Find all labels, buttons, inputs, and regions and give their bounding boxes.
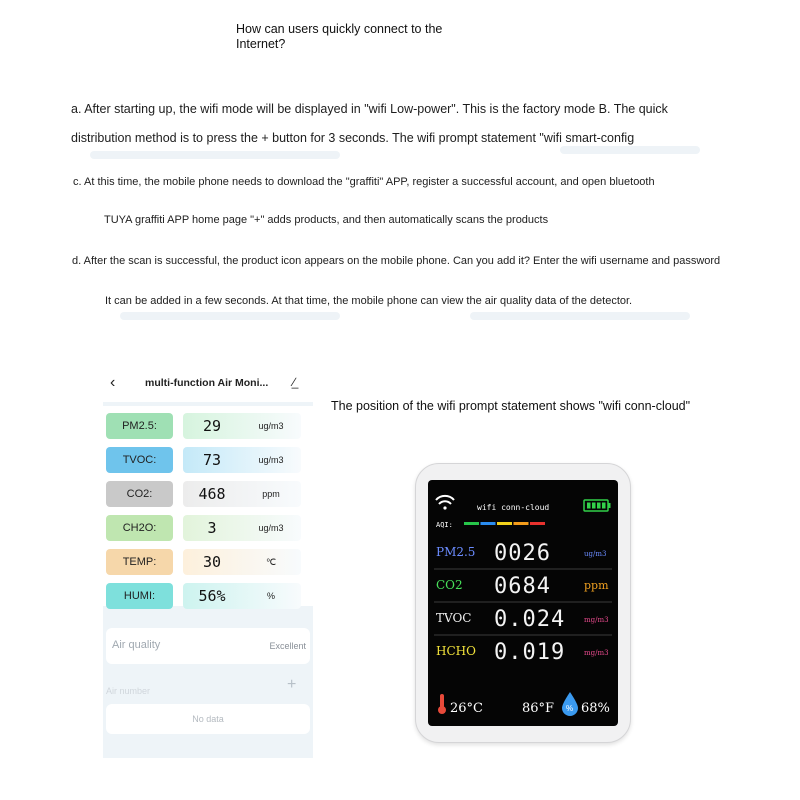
reading-value-box <box>183 515 301 541</box>
device-reading-name: PM2.5 <box>436 545 476 559</box>
phone-app-screenshot <box>103 368 313 758</box>
reading-unit: ℃ <box>265 557 277 567</box>
device-reading-unit: mg/m3 <box>584 649 609 657</box>
reading-value: 29 <box>202 417 222 435</box>
reading-value-box <box>183 583 301 609</box>
reading-value-box <box>183 549 301 575</box>
air-quality-label: Air quality <box>112 639 161 651</box>
reading-label: TVOC: <box>106 447 173 473</box>
temp-c: 26°C <box>450 701 483 716</box>
humidity-value: 68% <box>581 701 610 716</box>
aqi-segment <box>514 522 529 525</box>
reading-value: 468 <box>198 485 226 503</box>
app-header <box>103 368 313 402</box>
aqi-segment <box>481 522 496 525</box>
thermometer-icon <box>438 694 446 714</box>
aqi-color-bar <box>464 522 545 525</box>
reading-label: CH2O: <box>106 515 173 541</box>
air-number-label: Air number <box>106 686 151 696</box>
aqi-segment <box>530 522 545 525</box>
paragraph-c-line1: c. At this time, the mobile phone needs to download the "graffiti" APP, register a successful account, and open bluetooth <box>73 176 655 188</box>
reading-value-box <box>183 413 301 439</box>
device-reading-value: 0.024 <box>494 607 566 632</box>
faint-artifact <box>90 151 340 159</box>
wifi-status-text: wifi conn-cloud <box>477 503 550 512</box>
paragraph-a-line1: a. After starting up, the wifi mode will be displayed in "wifi Low-power". This is the factory mode B. The quick <box>71 102 668 116</box>
faint-artifact <box>470 312 690 320</box>
readings-card <box>103 406 313 606</box>
reading-row <box>103 481 313 507</box>
air-quality-value: Excellent <box>269 641 306 651</box>
aqi-segment <box>497 522 512 525</box>
reading-value-box <box>183 447 301 473</box>
faint-artifact <box>560 146 700 154</box>
app-title: multi-function Air Moni... <box>145 377 269 389</box>
no-data-box: No data <box>106 704 310 734</box>
reading-row <box>103 583 313 609</box>
device-reading-unit: ppm <box>584 579 609 592</box>
paragraph-c-line2: TUYA graffiti APP home page "+" adds products, and then automatically scans the products <box>104 214 549 226</box>
air-quality-row[interactable] <box>106 628 310 664</box>
reading-value-box <box>183 481 301 507</box>
reading-unit: ug/m3 <box>258 455 284 465</box>
reading-row <box>103 515 313 541</box>
humidity-badge: % <box>566 704 574 713</box>
reading-value: 56% <box>198 587 226 605</box>
chevron-left-icon[interactable]: ‹ <box>110 374 116 391</box>
reading-value: 3 <box>207 519 217 537</box>
reading-unit: ug/m3 <box>258 421 284 431</box>
device-reading-unit: mg/m3 <box>584 616 609 624</box>
reading-value: 30 <box>202 553 222 571</box>
device-screen <box>428 480 618 726</box>
device-readings <box>434 541 612 665</box>
device-reading-name: HCHO <box>436 644 476 658</box>
reading-unit: ppm <box>262 489 280 499</box>
device-reading-value: 0026 <box>494 541 551 566</box>
plus-icon[interactable]: + <box>287 676 297 693</box>
device-reading-name: TVOC <box>436 611 472 625</box>
reading-label: TEMP: <box>106 549 173 575</box>
reading-unit: ug/m3 <box>258 523 284 533</box>
device-reading-value: 0684 <box>494 574 551 599</box>
wifi-icon <box>436 496 454 510</box>
reading-value: 73 <box>202 451 222 469</box>
reading-row <box>103 447 313 473</box>
wifi-caption: The position of the wifi prompt statement shows "wifi conn-cloud" <box>331 399 691 413</box>
paragraph-d-line1: d. After the scan is successful, the product icon appears on the mobile phone. Can you add it? Enter the wifi username and password <box>72 255 721 267</box>
battery-icon <box>584 500 611 511</box>
reading-label: CO2: <box>106 481 173 507</box>
paragraph-d-line2: It can be added in a few seconds. At that time, the mobile phone can view the air quality data of the detector. <box>105 295 633 307</box>
humidity-drop-icon <box>562 692 578 716</box>
reading-unit: % <box>266 591 275 601</box>
paragraph-a-line2: distribution method is to press the + button for 3 seconds. The wifi prompt statement "wifi smart-config <box>71 131 635 145</box>
reading-row <box>103 549 313 575</box>
aqi-segment <box>464 522 479 525</box>
air-monitor-device <box>415 463 631 743</box>
temp-f: 86°F <box>522 701 555 716</box>
device-reading-unit: ug/m3 <box>584 550 607 558</box>
device-reading-name: CO2 <box>436 578 463 592</box>
device-display <box>428 480 618 726</box>
aqi-label: AQI: <box>436 521 453 529</box>
reading-row <box>103 413 313 439</box>
pencil-icon[interactable]: ∕̲ <box>293 375 296 389</box>
reading-label: PM2.5: <box>106 413 173 439</box>
faint-artifact <box>120 312 340 320</box>
question-heading: How can users quickly connect to the Internet? <box>236 22 443 51</box>
reading-label: HUMI: <box>106 583 173 609</box>
device-reading-value: 0.019 <box>494 640 566 665</box>
